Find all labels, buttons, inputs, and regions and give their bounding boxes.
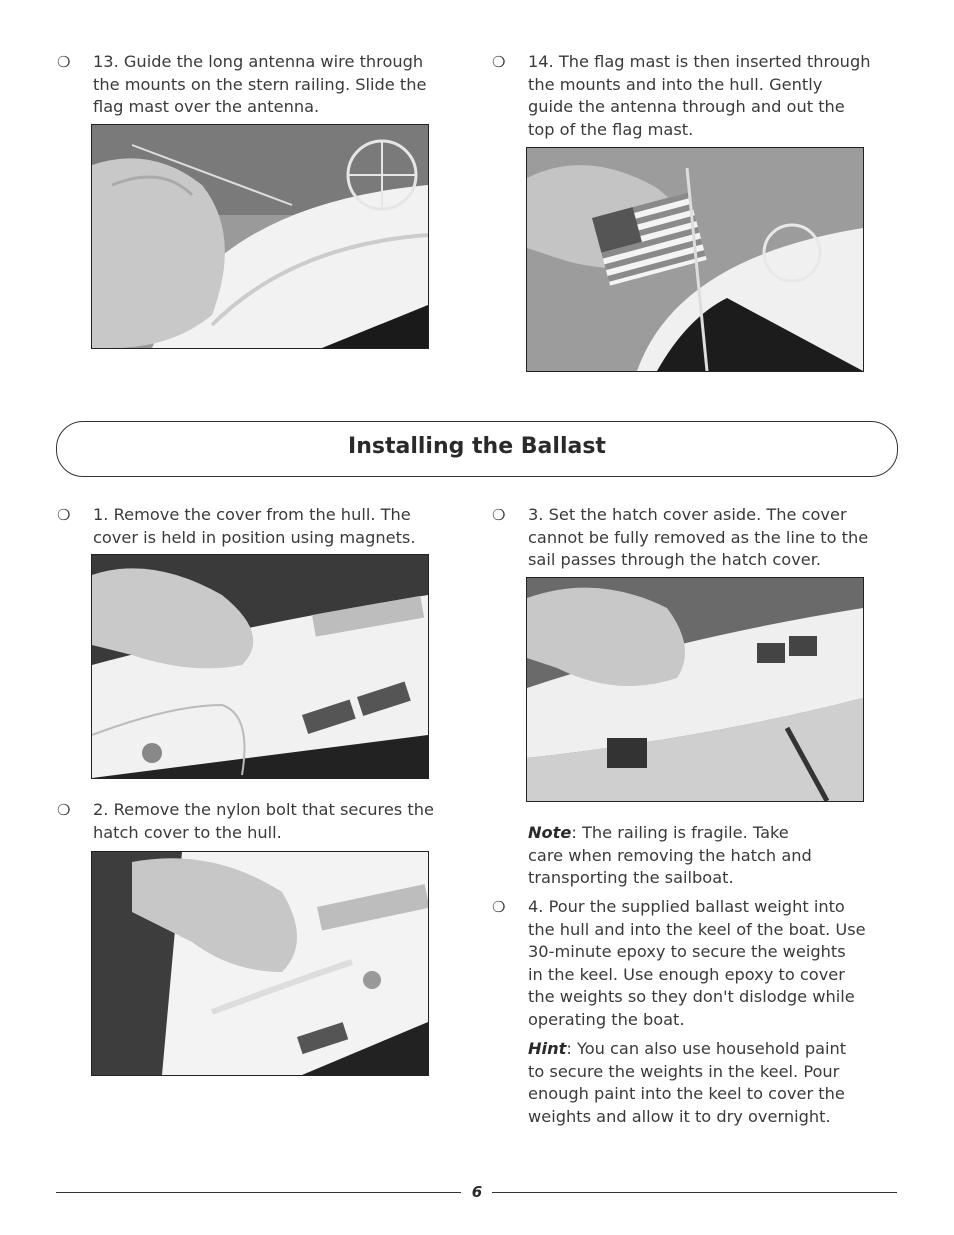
- page-number: 6: [471, 1183, 483, 1201]
- step-3-text: 3. Set the hatch cover aside. The cover cannot be fully removed as the line to the sail passes through the hatch cover.: [528, 505, 869, 570]
- step-14: [492, 51, 912, 143]
- section-title: Installing the Ballast: [348, 434, 606, 459]
- step-1-text: 1. Remove the cover from the hull. The cover is held in position using magnets.: [93, 505, 416, 547]
- hint-label: Hint: [528, 1039, 567, 1058]
- section-header-box: [56, 421, 898, 477]
- checkbox-bullet-icon[interactable]: ❍: [57, 53, 71, 71]
- photo-remove-cover: [91, 554, 429, 779]
- footer-rule-right: [492, 1192, 897, 1193]
- step-4: [492, 896, 912, 1034]
- step-4-text: 4. Pour the supplied ballast weight into the hull and into the keel of the boat. Use 30-minute epoxy to secure the weights in the keel. Use enough epoxy to cover the weights so they don't dislodge while operating the boat.: [528, 897, 866, 1029]
- step-13: [57, 51, 477, 121]
- note-label: Note: [528, 823, 572, 842]
- step-2-text: 2. Remove the nylon bolt that secures the hatch cover to the hull.: [93, 800, 434, 842]
- step-1: [57, 504, 477, 550]
- step-13-text: 13. Guide the long antenna wire through the mounts on the stern railing. Slide the flag mast over the antenna.: [93, 52, 427, 117]
- photo-flag-mast: [526, 147, 864, 372]
- photo-antenna-stern-railing: [91, 124, 429, 349]
- note-block: Note: The railing is fragile. Take care when removing the hatch and transporting the sailboat.: [528, 823, 812, 888]
- checkbox-bullet-icon[interactable]: ❍: [492, 898, 506, 916]
- step-2: [57, 799, 477, 845]
- checkbox-bullet-icon[interactable]: ❍: [492, 506, 506, 524]
- photo-hatch-cover-aside: [526, 577, 864, 802]
- step-3: [492, 504, 912, 574]
- checkbox-bullet-icon[interactable]: ❍: [57, 506, 71, 524]
- checkbox-bullet-icon[interactable]: ❍: [57, 801, 71, 819]
- checkbox-bullet-icon[interactable]: ❍: [492, 53, 506, 71]
- hint-block: Hint: You can also use household paint to secure the weights in the keel. Pour enough paint into the keel to cover the weights and allow it to dry overnight.: [528, 1039, 847, 1126]
- photo-remove-nylon-bolt: [91, 851, 429, 1076]
- step-14-text: 14. The flag mast is then inserted through the mounts and into the hull. Gently guide the antenna through and out the top of the flag mast.: [528, 52, 871, 139]
- footer-rule-left: [56, 1192, 461, 1193]
